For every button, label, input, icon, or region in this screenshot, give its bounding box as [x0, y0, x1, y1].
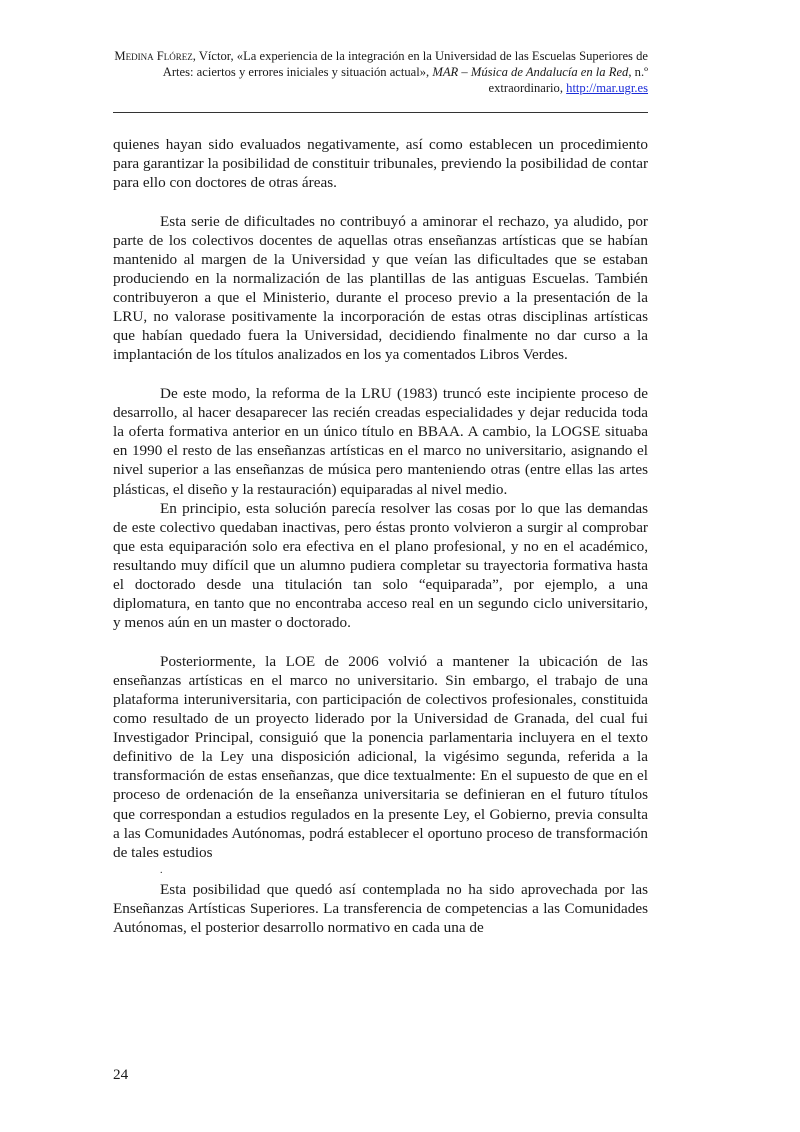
stray-dot: . [160, 864, 163, 876]
header-divider [113, 112, 648, 113]
header-journal: MAR – Música de Andalucía en la Red [432, 65, 629, 79]
header-url-link[interactable]: http://mar.ugr.es [566, 81, 648, 95]
page-number: 24 [113, 1066, 129, 1083]
paragraph-4: En principio, esta solución parecía resolver las cosas por lo que las demandas de este colectivo quedaban inactivas, pero éstas pronto volvieron a surgir al comprobar que esta equiparación solo era efectiva en el plano profesional, y no en el académico, resultando muy difícil que un alumno pudiera completar su trayectoria formativa hasta el doctorado desde una titulación tan solo “equiparada”, por ejemplo, a una diplomatura, en tanto que no encontraba acceso real en un segundo ciclo universitario, y menos aún en un master o doctorado. [113, 499, 648, 632]
paragraph-2: Esta serie de dificultades no contribuyó a aminorar el rechazo, ya aludido, por parte de los colectivos docentes de aquellas otras enseñanzas artísticas que se habían mantenido al margen de la Universidad y que veían las dificultades que se estaban produciendo en la normalización de las plantillas de las antiguas Escuelas. También contribuyeron a que el Ministerio, durante el proceso previo a la presentación de la LRU, no valorase positivamente la incorporación de estas otras disciplinas artísticas que habían quedado fuera la Universidad, decidiendo finalmente no dar curso a la implantación de los títulos analizados en los ya comentados Libros Verdes. [113, 212, 648, 364]
running-header [113, 48, 648, 96]
header-citation: , Víctor, «La experiencia de la integración en la Universidad de las Escuelas Superiores de Artes: aciertos y errores iniciales y situación actual», [162, 49, 648, 79]
paragraph-1: quienes hayan sido evaluados negativamente, así como establecen un procedimiento para garantizar la posibilidad de constituir tribunales, previendo la posibilidad de contar para ello con doctores de otras áreas. [113, 136, 648, 192]
paragraph-5: Posteriormente, la LOE de 2006 volvió a mantener la ubicación de las enseñanzas artísticas en el marco no universitario. Sin embargo, el trabajo de una plataforma interuniversitaria, con participación de colectivos profesionales, constituida como resultado de un proyecto liderado por la Universidad de Granada, del cual fui Investigador Principal, consiguió que la ponencia parlamentaria incluyera en el texto definitivo de la Ley una disposición adicional, la vigésimo segunda, referida a la transformación de estas enseñanzas, que dice textualmente: En el supuesto de que en el proceso de ordenación de la enseñanza universitaria se definieran en el futuro títulos que correspondan a estudios regulados en la presente Ley, el Gobierno, previa consulta a las Comunidades Autónomas, podrá establecer el oportuno proceso de transformación de tales estudios [113, 652, 648, 861]
header-issue: , n.º extraordinario, [488, 65, 648, 95]
body-text [113, 135, 648, 937]
paragraph-6: Esta posibilidad que quedó así contemplada no ha sido aprovechada por las Enseñanzas Artísticas Superiores. La transferencia de competencias a las Comunidades Autónomas, el posterior desarrollo normativo en cada una de [113, 880, 648, 936]
header-author: Medina Flórez [114, 49, 193, 63]
paragraph-3: De este modo, la reforma de la LRU (1983) truncó este incipiente proceso de desarrollo, al hacer desaparecer las recién creadas especialidades y dejar reducida toda la oferta formativa anterior en un único título en BBAA. A cambio, la LOGSE situaba en 1990 el resto de las enseñanzas artísticas en el marco no universitario, asignando el nivel superior a las enseñanzas de música pero manteniendo otras (entre ellas las artes plásticas, el diseño y la restauración) equiparadas al nivel medio. [113, 385, 648, 498]
